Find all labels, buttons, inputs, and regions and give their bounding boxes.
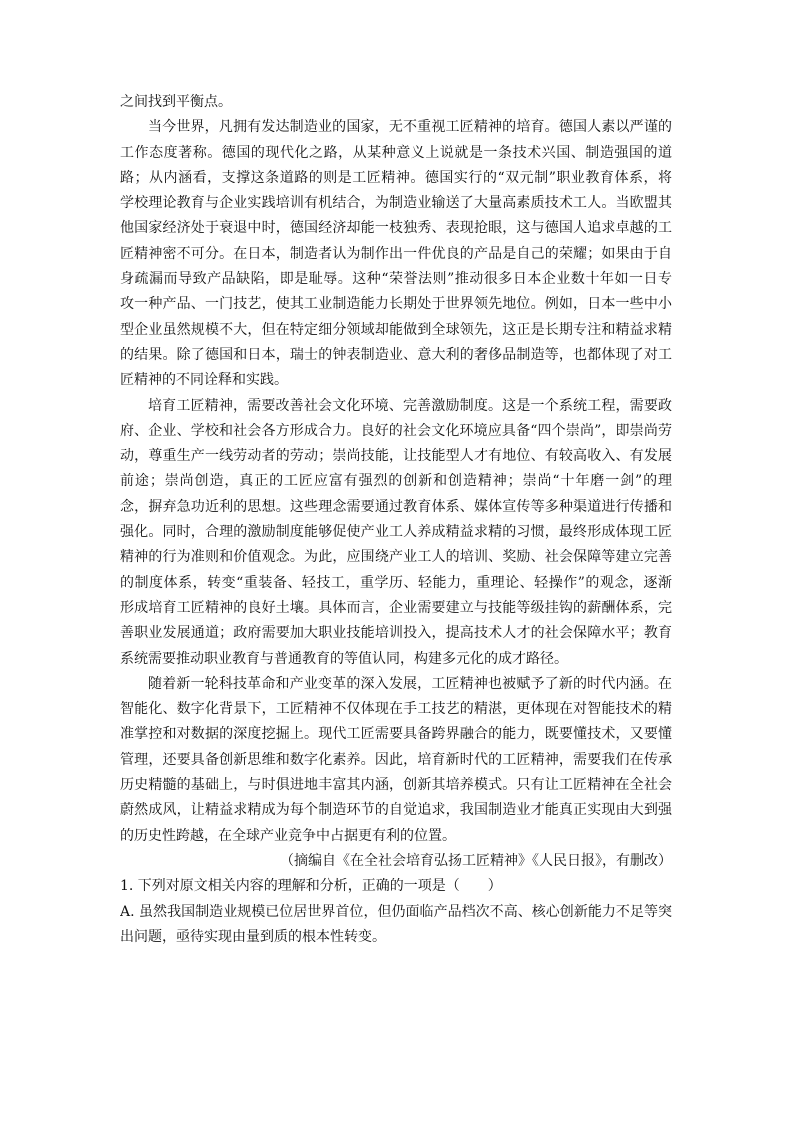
paragraph-p3: [120, 672, 672, 849]
paragraph-p0: [120, 90, 672, 115]
text-line: A. 虽然我国制造业规模已位居世界首位，但仍面临产品档次不高、核心创新能力不足等突: [120, 903, 672, 920]
text-line: 的历史性跨越，在全球产业竞争中占据更有利的位置。: [120, 827, 456, 844]
text-line: 历史精髓的基础上，与时俱进地丰富其内涵，创新其培养模式。只有让工匠精神在全社会: [120, 777, 672, 794]
text-line: 型企业虽然规模不大，但在特定细分领域却能做到全球领先，这正是长期专注和精益求精: [120, 321, 672, 338]
text-line: 路；从内涵看，支撑这条道路的则是工匠精神。德国实行的“双元制”职业教育体系，将: [120, 169, 672, 186]
text-line: 之间找到平衡点。: [120, 94, 232, 110]
text-line: 的制度体系，转变“重装备、轻技工，重学历、轻能力，重理论、轻操作”的观念，逐渐: [120, 574, 672, 591]
text-line: 蔚然成风，让精益求精成为每个制造环节的自觉追求，我国制造业才能真正实现由大到强: [120, 802, 672, 819]
text-line: 随着新一轮科技革命和产业变革的深入发展，工匠精神也被赋予了新的时代内涵。在: [148, 675, 672, 692]
text-line: 匠精神的不同诠释和实践。: [120, 372, 288, 389]
text-line: （摘编自《在全社会培育弘扬工匠精神》《人民日报》，有删改）: [280, 852, 672, 869]
text-line: 系统需要推动职业教育与普通教育的等值认同，构建多元化的成才路径。: [120, 650, 568, 667]
paragraph-p1: [120, 115, 672, 393]
text-line: 前途；崇尚创造，真正的工匠应富有强烈的创新和创造精神；崇尚“十年磨一剑”的理: [120, 473, 672, 490]
text-line: 攻一种产品、一门技艺，使其工业制造能力长期处于世界领先地位。例如，日本一些中小: [120, 296, 672, 313]
paragraph-p4: [120, 849, 672, 874]
text-line: 当今世界，凡拥有发达制造业的国家，无不重视工匠精神的培育。德国人素以严谨的: [148, 119, 672, 136]
text-line: 1. 下列对原文相关内容的理解和分析，正确的一项是（ ）: [120, 878, 502, 895]
text-line: 匠精神密不可分。在日本，制造者认为制作出一件优良的产品是自己的荣耀；如果由于自: [120, 245, 672, 262]
text-line: 出问题，亟待实现由量到质的根本性转变。: [120, 928, 386, 945]
text-line: 动，尊重生产一线劳动者的劳动；崇尚技能，让技能型人才有地位、有较高收入、有发展: [120, 448, 672, 465]
text-line: 身疏漏而导致产品缺陷，即是耻辱。这种“荣誉法则”推动很多日本企业数十年如一日专: [120, 271, 672, 288]
text-line: 工作态度著称。德国的现代化之路，从某种意义上说就是一条技术兴国、制造强国的道: [120, 144, 672, 161]
text-line: 精神的行为准则和价值观念。为此，应围绕产业工人的培训、奖励、社会保障等建立完善: [120, 549, 672, 566]
paragraph-p2: [120, 394, 672, 672]
text-line: 智能化、数字化背景下，工匠精神不仅体现在手工技艺的精湛，更体现在对智能技术的精: [120, 701, 672, 718]
text-line: 强化。同时，合理的激励制度能够促使产业工人养成精益求精的习惯，最终形成体现工匠: [120, 524, 672, 541]
text-line: 他国家经济处于衰退中时，德国经济却能一枝独秀、表现抢眼，这与德国人追求卓越的工: [120, 220, 672, 237]
paragraph-p6: [120, 900, 672, 951]
document-page: [120, 90, 672, 950]
text-line: 学校理论教育与企业实践培训有机结合，为制造业输送了大量高素质技术工人。当欧盟其: [120, 195, 672, 212]
text-line: 培育工匠精神，需要改善社会文化环境、完善激励制度。这是一个系统工程，需要政: [148, 397, 672, 414]
text-line: 的结果。除了德国和日本，瑞士的钟表制造业、意大利的奢侈品制造等，也都体现了对工: [120, 346, 672, 363]
text-line: 善职业发展通道；政府需要加大职业技能培训投入，提高技术人才的社会保障水平；教育: [120, 625, 672, 642]
paragraph-p5: [120, 874, 672, 899]
text-line: 形成培育工匠精神的良好土壤。具体而言，企业需要建立与技能等级挂钩的薪酬体系，完: [120, 599, 672, 616]
text-line: 管理，还要具备创新思维和数字化素养。因此，培育新时代的工匠精神，需要我们在传承: [120, 751, 672, 768]
text-line: 府、企业、学校和社会各方形成合力。良好的社会文化环境应具备“四个崇尚”，即崇尚劳: [120, 422, 672, 439]
text-line: 念，摒弃急功近利的思想。这些理念需要通过教育体系、媒体宣传等多种渠道进行传播和: [120, 498, 672, 515]
text-line: 准掌控和对数据的深度挖掘上。现代工匠需要具备跨界融合的能力，既要懂技术，又要懂: [120, 726, 672, 743]
